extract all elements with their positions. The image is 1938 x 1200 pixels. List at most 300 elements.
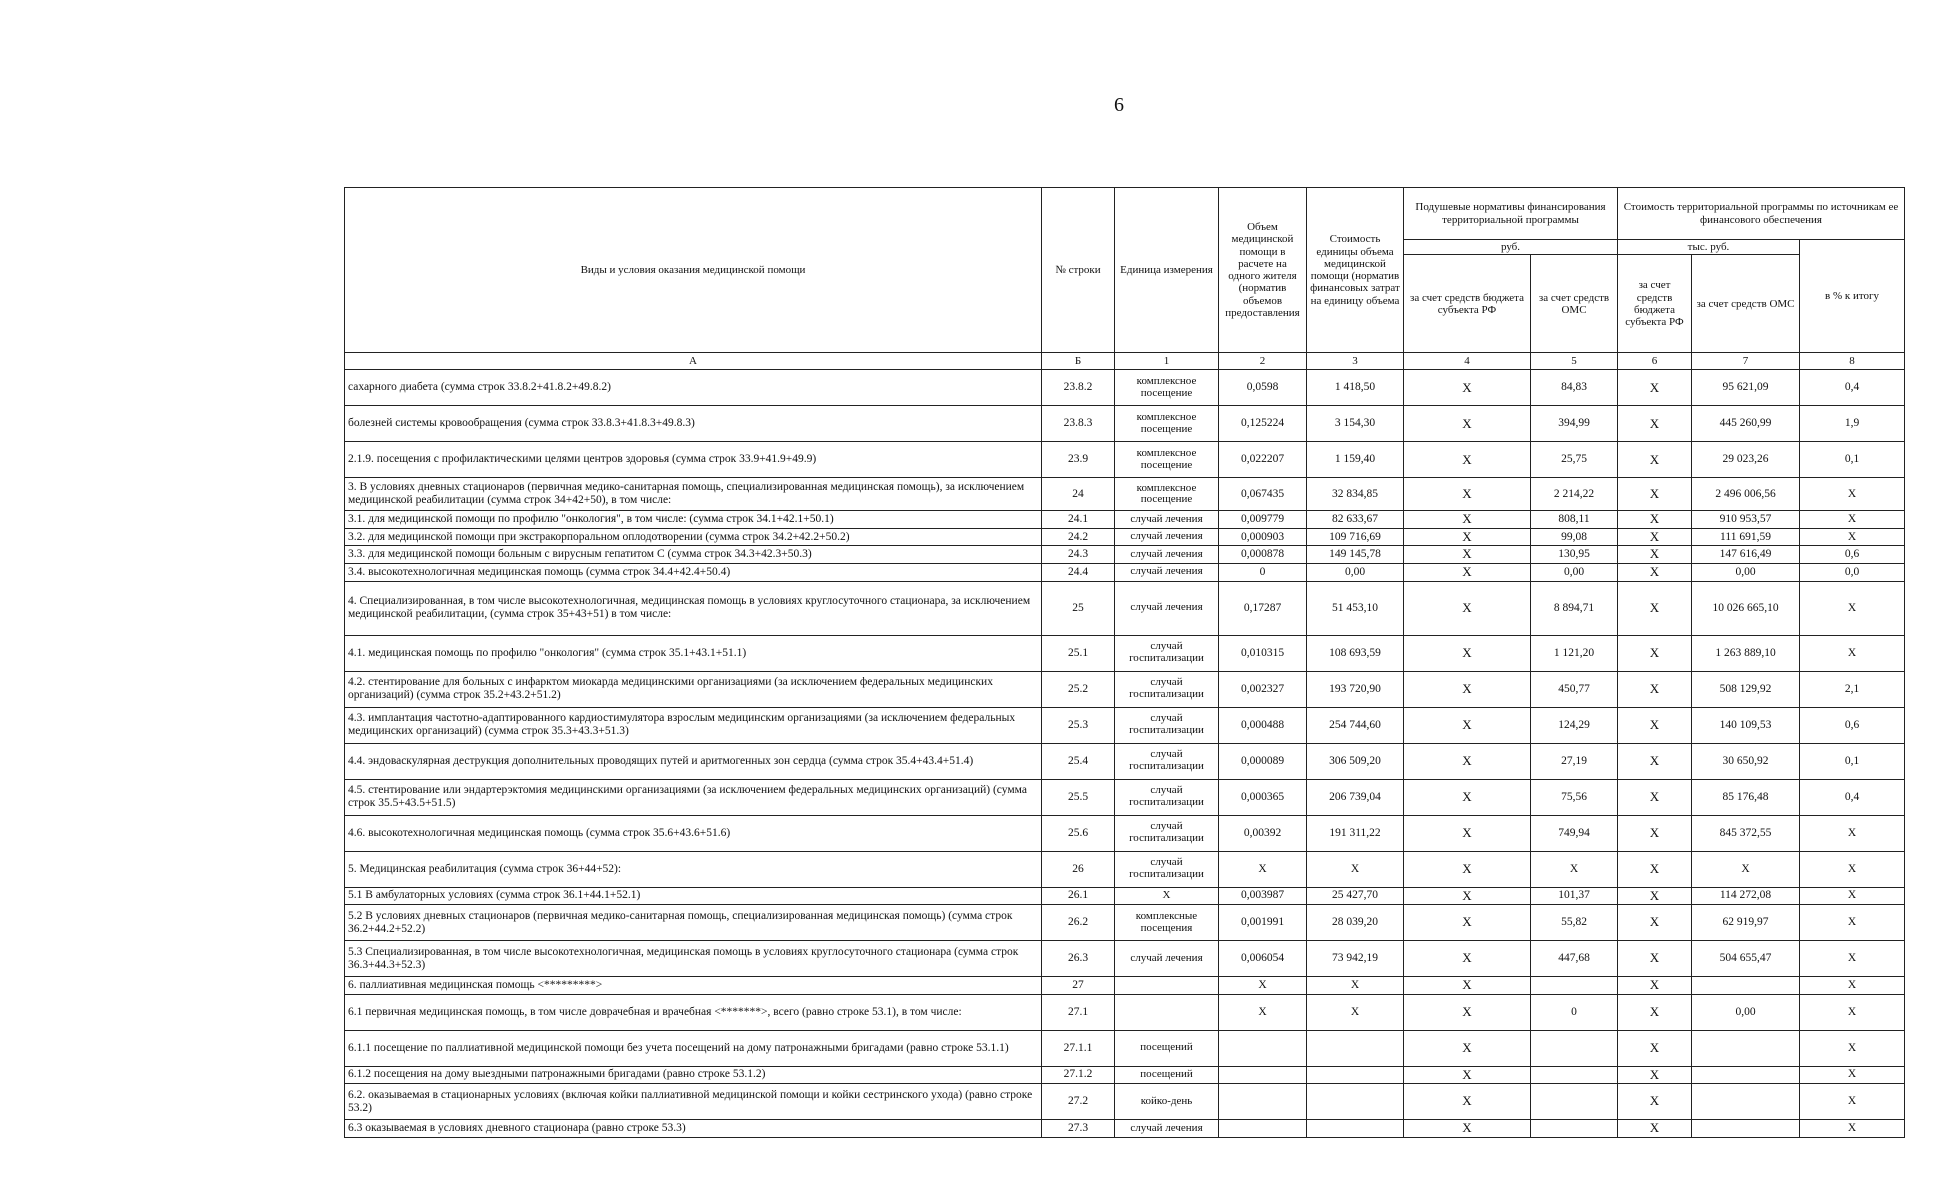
row-unit-cost: 82 633,67 <box>1307 511 1404 529</box>
row-number: 27.3 <box>1042 1120 1115 1138</box>
row-unit-cost: 109 716,69 <box>1307 528 1404 546</box>
row-percent: X <box>1800 1084 1905 1120</box>
row-oms-per-capita: 25,75 <box>1531 442 1618 478</box>
row-budget-per-capita: X <box>1404 406 1531 442</box>
row-percent: X <box>1800 941 1905 977</box>
row-unit-cost: 206 739,04 <box>1307 779 1404 815</box>
row-oms-per-capita: 0,00 <box>1531 563 1618 581</box>
row-budget-per-capita: X <box>1404 779 1531 815</box>
row-number: 25.5 <box>1042 779 1115 815</box>
row-unit: случай лечения <box>1115 941 1219 977</box>
row-budget-cost: X <box>1618 1120 1692 1138</box>
row-budget-per-capita: X <box>1404 994 1531 1030</box>
row-oms-per-capita: 124,29 <box>1531 707 1618 743</box>
row-oms-per-capita: 450,77 <box>1531 671 1618 707</box>
row-name: 4.6. высокотехнологичная медицинская помощь (сумма строк 35.6+43.6+51.6) <box>345 815 1042 851</box>
row-name: 3.1. для медицинской помощи по профилю "онкология", в том числе: (сумма строк 34.1+42.1+50.1) <box>345 511 1042 529</box>
header-kind: Виды и условия оказания медицинской помощи <box>345 188 1042 353</box>
row-oms-per-capita: 130,95 <box>1531 546 1618 564</box>
row-oms-per-capita <box>1531 1030 1618 1066</box>
row-number: 26.2 <box>1042 905 1115 941</box>
row-budget-per-capita: X <box>1404 743 1531 779</box>
row-unit-cost: 0,00 <box>1307 563 1404 581</box>
row-budget-cost: X <box>1618 1084 1692 1120</box>
page-number: 6 <box>1114 94 1124 116</box>
row-budget-cost: X <box>1618 511 1692 529</box>
header-unit-thousand-rub: тыс. руб. <box>1618 240 1800 255</box>
row-unit: случай госпитализации <box>1115 851 1219 887</box>
row-budget-per-capita: X <box>1404 563 1531 581</box>
row-oms-per-capita <box>1531 1066 1618 1084</box>
row-oms-per-capita: 99,08 <box>1531 528 1618 546</box>
row-unit-cost: 32 834,85 <box>1307 478 1404 511</box>
row-unit: случай госпитализации <box>1115 743 1219 779</box>
row-volume: 0,000089 <box>1219 743 1307 779</box>
row-oms-cost: 147 616,49 <box>1692 546 1800 564</box>
row-name: 3.2. для медицинской помощи при экстракорпоральном оплодотворении (сумма строк 34.2+42.2+50.2) <box>345 528 1042 546</box>
header-oms-cost: за счет средств ОМС <box>1692 255 1800 353</box>
row-percent: 0,0 <box>1800 563 1905 581</box>
table-row <box>345 851 1905 887</box>
row-unit: случай госпитализации <box>1115 635 1219 671</box>
row-name: 4. Специализированная, в том числе высокотехнологичная, медицинская помощь в условиях круглосуточного стационара, за исключением медицинской реабилитации, (сумма строк 35+43+51) в том числе: <box>345 581 1042 635</box>
row-number: 27.1.2 <box>1042 1066 1115 1084</box>
row-name: 4.1. медицинская помощь по профилю "онкология" (сумма строк 35.1+43.1+51.1) <box>345 635 1042 671</box>
row-budget-cost: X <box>1618 707 1692 743</box>
table-row <box>345 511 1905 529</box>
row-oms-per-capita <box>1531 1120 1618 1138</box>
row-volume: 0,006054 <box>1219 941 1307 977</box>
row-budget-cost: X <box>1618 815 1692 851</box>
row-percent: 0,4 <box>1800 779 1905 815</box>
row-percent: X <box>1800 887 1905 905</box>
row-oms-per-capita: 0 <box>1531 994 1618 1030</box>
table-row <box>345 370 1905 406</box>
row-budget-cost: X <box>1618 1030 1692 1066</box>
row-unit-cost: 3 154,30 <box>1307 406 1404 442</box>
row-name: 5.3 Специализированная, в том числе высокотехнологичная, медицинская помощь в условиях круглосуточного стационара (сумма строк 36.3+44.3+52.3) <box>345 941 1042 977</box>
table-row <box>345 563 1905 581</box>
row-oms-cost: 1 263 889,10 <box>1692 635 1800 671</box>
row-unit: случай госпитализации <box>1115 707 1219 743</box>
column-index: 8 <box>1800 353 1905 370</box>
row-unit: посещений <box>1115 1030 1219 1066</box>
row-oms-per-capita: 808,11 <box>1531 511 1618 529</box>
table-row <box>345 941 1905 977</box>
row-name: 4.2. стентирование для больных с инфарктом миокарда медицинскими организациями (за исключением федеральных медицинских организаций) (сумма строк 35.2+43.2+51.2) <box>345 671 1042 707</box>
row-unit-cost: 73 942,19 <box>1307 941 1404 977</box>
row-percent: 1,9 <box>1800 406 1905 442</box>
row-unit-cost: X <box>1307 994 1404 1030</box>
row-name: болезней системы кровообращения (сумма строк 33.8.3+41.8.3+49.8.3) <box>345 406 1042 442</box>
column-index: 6 <box>1618 353 1692 370</box>
row-unit: случай лечения <box>1115 511 1219 529</box>
row-unit-cost: 28 039,20 <box>1307 905 1404 941</box>
row-budget-cost: X <box>1618 851 1692 887</box>
row-percent: X <box>1800 478 1905 511</box>
row-name: 4.3. имплантация частотно-адаптированного кардиостимулятора взрослым медицинским организациями (за исключением федеральных медицинских организаций) (сумма строк 35.3+43.3+51.3) <box>345 707 1042 743</box>
row-budget-per-capita: X <box>1404 546 1531 564</box>
row-volume: 0 <box>1219 563 1307 581</box>
row-unit: случай лечения <box>1115 563 1219 581</box>
row-oms-per-capita: 27,19 <box>1531 743 1618 779</box>
header-unit-cost: Стоимость единицы объема медицинской помощи (норматив финансовых затрат на единицу объема <box>1307 188 1404 353</box>
row-budget-cost: X <box>1618 887 1692 905</box>
row-unit-cost <box>1307 1084 1404 1120</box>
header-unit-rub: руб. <box>1404 240 1618 255</box>
row-percent: X <box>1800 581 1905 635</box>
row-oms-cost: 95 621,09 <box>1692 370 1800 406</box>
row-oms-cost <box>1692 977 1800 995</box>
row-oms-cost: 30 650,92 <box>1692 743 1800 779</box>
row-unit-cost <box>1307 1030 1404 1066</box>
financing-table <box>344 187 1905 1138</box>
row-percent: 0,4 <box>1800 370 1905 406</box>
row-budget-per-capita: X <box>1404 581 1531 635</box>
row-unit: комплексное посещение <box>1115 478 1219 511</box>
column-index: 2 <box>1219 353 1307 370</box>
table-row <box>345 1120 1905 1138</box>
row-number: 27.1.1 <box>1042 1030 1115 1066</box>
row-percent: X <box>1800 1066 1905 1084</box>
row-number: 25.4 <box>1042 743 1115 779</box>
row-name: сахарного диабета (сумма строк 33.8.2+41.8.2+49.8.2) <box>345 370 1042 406</box>
row-name: 3.4. высокотехнологичная медицинская помощь (сумма строк 34.4+42.4+50.4) <box>345 563 1042 581</box>
table-row <box>345 1084 1905 1120</box>
row-volume: 0,17287 <box>1219 581 1307 635</box>
table-body <box>345 370 1905 1137</box>
row-budget-per-capita: X <box>1404 887 1531 905</box>
row-budget-per-capita: X <box>1404 671 1531 707</box>
row-budget-cost: X <box>1618 905 1692 941</box>
row-oms-per-capita: 55,82 <box>1531 905 1618 941</box>
header-percent: в % к итогу <box>1800 240 1905 353</box>
row-unit: комплексное посещение <box>1115 370 1219 406</box>
row-budget-per-capita: X <box>1404 1066 1531 1084</box>
row-volume <box>1219 1066 1307 1084</box>
row-unit-cost <box>1307 1120 1404 1138</box>
row-percent: X <box>1800 994 1905 1030</box>
row-percent: X <box>1800 511 1905 529</box>
table-row <box>345 887 1905 905</box>
row-budget-cost: X <box>1618 671 1692 707</box>
header-unit: Единица измерения <box>1115 188 1219 353</box>
row-number: 24 <box>1042 478 1115 511</box>
row-number: 24.4 <box>1042 563 1115 581</box>
row-oms-cost <box>1692 1084 1800 1120</box>
header-budget-per-capita: за счет средств бюджета субъекта РФ <box>1404 255 1531 353</box>
row-volume: 0,003987 <box>1219 887 1307 905</box>
row-budget-cost: X <box>1618 1066 1692 1084</box>
row-name: 6. паллиативная медицинская помощь <*********> <box>345 977 1042 995</box>
row-name: 6.1.2 посещения на дому выездными патронажными бригадами (равно строке 53.1.2) <box>345 1066 1042 1084</box>
row-budget-cost: X <box>1618 581 1692 635</box>
row-percent: X <box>1800 635 1905 671</box>
row-number: 23.8.2 <box>1042 370 1115 406</box>
row-unit: случай лечения <box>1115 546 1219 564</box>
row-name: 3.3. для медицинской помощи больным с вирусным гепатитом С (сумма строк 34.3+42.3+50.3) <box>345 546 1042 564</box>
row-volume: 0,010315 <box>1219 635 1307 671</box>
row-name: 5.1 В амбулаторных условиях (сумма строк 36.1+44.1+52.1) <box>345 887 1042 905</box>
row-number: 27.1 <box>1042 994 1115 1030</box>
row-number: 26 <box>1042 851 1115 887</box>
row-budget-per-capita: X <box>1404 941 1531 977</box>
header-oms-per-capita: за счет средств ОМС <box>1531 255 1618 353</box>
row-oms-per-capita <box>1531 977 1618 995</box>
row-budget-cost: X <box>1618 563 1692 581</box>
row-number: 25.6 <box>1042 815 1115 851</box>
row-budget-cost: X <box>1618 370 1692 406</box>
row-volume: X <box>1219 851 1307 887</box>
row-unit: комплексное посещение <box>1115 406 1219 442</box>
row-oms-cost: 504 655,47 <box>1692 941 1800 977</box>
header-row-number: № строки <box>1042 188 1115 353</box>
row-budget-per-capita: X <box>1404 851 1531 887</box>
row-number: 24.1 <box>1042 511 1115 529</box>
row-unit-cost: 1 159,40 <box>1307 442 1404 478</box>
row-volume: X <box>1219 994 1307 1030</box>
row-oms-per-capita: 1 121,20 <box>1531 635 1618 671</box>
row-unit <box>1115 994 1219 1030</box>
row-unit: случай госпитализации <box>1115 815 1219 851</box>
row-unit: X <box>1115 887 1219 905</box>
row-oms-cost: 62 919,97 <box>1692 905 1800 941</box>
row-volume: 0,0598 <box>1219 370 1307 406</box>
row-unit: случай госпитализации <box>1115 779 1219 815</box>
row-percent: 0,1 <box>1800 442 1905 478</box>
row-volume: 0,00392 <box>1219 815 1307 851</box>
row-volume: 0,001991 <box>1219 905 1307 941</box>
row-budget-cost: X <box>1618 406 1692 442</box>
row-budget-per-capita: X <box>1404 905 1531 941</box>
row-oms-per-capita: 447,68 <box>1531 941 1618 977</box>
row-unit-cost: 149 145,78 <box>1307 546 1404 564</box>
row-budget-cost: X <box>1618 743 1692 779</box>
row-budget-per-capita: X <box>1404 511 1531 529</box>
row-oms-per-capita: X <box>1531 851 1618 887</box>
row-oms-cost: 445 260,99 <box>1692 406 1800 442</box>
row-number: 23.9 <box>1042 442 1115 478</box>
column-index: А <box>345 353 1042 370</box>
row-unit-cost <box>1307 1066 1404 1084</box>
row-name: 3. В условиях дневных стационаров (первичная медико-санитарная помощь, специализированная медицинская помощь), за исключением медицинской реабилитации (сумма строк 34+42+50), в том числе: <box>345 478 1042 511</box>
table-row <box>345 546 1905 564</box>
row-volume: 0,022207 <box>1219 442 1307 478</box>
table-row <box>345 478 1905 511</box>
row-unit: койко-день <box>1115 1084 1219 1120</box>
row-percent: X <box>1800 905 1905 941</box>
row-name: 6.2. оказываемая в стационарных условиях (включая койки паллиативной медицинской помощи и койки сестринского ухода) (равно строке 53.2) <box>345 1084 1042 1120</box>
table-row <box>345 815 1905 851</box>
row-volume: 0,009779 <box>1219 511 1307 529</box>
row-oms-per-capita: 84,83 <box>1531 370 1618 406</box>
row-budget-per-capita: X <box>1404 528 1531 546</box>
row-percent: 2,1 <box>1800 671 1905 707</box>
row-percent: 0,6 <box>1800 546 1905 564</box>
row-budget-cost: X <box>1618 478 1692 511</box>
row-volume <box>1219 1120 1307 1138</box>
column-index: 3 <box>1307 353 1404 370</box>
table-row <box>345 707 1905 743</box>
row-number: 27.2 <box>1042 1084 1115 1120</box>
table-row <box>345 743 1905 779</box>
row-number: 25 <box>1042 581 1115 635</box>
row-budget-per-capita: X <box>1404 1120 1531 1138</box>
row-budget-cost: X <box>1618 546 1692 564</box>
row-budget-cost: X <box>1618 977 1692 995</box>
row-oms-per-capita: 2 214,22 <box>1531 478 1618 511</box>
row-unit-cost: 51 453,10 <box>1307 581 1404 635</box>
row-unit: случай лечения <box>1115 1120 1219 1138</box>
row-oms-cost: 845 372,55 <box>1692 815 1800 851</box>
row-name: 5. Медицинская реабилитация (сумма строк 36+44+52): <box>345 851 1042 887</box>
row-unit-cost: 306 509,20 <box>1307 743 1404 779</box>
row-name: 6.3 оказываемая в условиях дневного стационара (равно строке 53.3) <box>345 1120 1042 1138</box>
row-budget-per-capita: X <box>1404 1084 1531 1120</box>
row-unit-cost: 193 720,90 <box>1307 671 1404 707</box>
row-oms-cost: 85 176,48 <box>1692 779 1800 815</box>
row-budget-per-capita: X <box>1404 442 1531 478</box>
row-unit-cost: 25 427,70 <box>1307 887 1404 905</box>
row-budget-cost: X <box>1618 635 1692 671</box>
row-volume: 0,125224 <box>1219 406 1307 442</box>
row-oms-cost: 140 109,53 <box>1692 707 1800 743</box>
column-index: 7 <box>1692 353 1800 370</box>
row-unit: комплексное посещение <box>1115 442 1219 478</box>
row-oms-cost: 10 026 665,10 <box>1692 581 1800 635</box>
row-percent: 0,6 <box>1800 707 1905 743</box>
row-oms-cost: 114 272,08 <box>1692 887 1800 905</box>
row-unit-cost: 108 693,59 <box>1307 635 1404 671</box>
header-per-capita: Подушевые нормативы финансирования территориальной программы <box>1404 188 1618 240</box>
row-number: 27 <box>1042 977 1115 995</box>
row-unit-cost: X <box>1307 977 1404 995</box>
row-oms-per-capita: 75,56 <box>1531 779 1618 815</box>
table-row <box>345 977 1905 995</box>
row-name: 2.1.9. посещения с профилактическими целями центров здоровья (сумма строк 33.9+41.9+49.9) <box>345 442 1042 478</box>
column-index: 5 <box>1531 353 1618 370</box>
header-volume: Объем медицинской помощи в расчете на одного жителя (норматив объемов предоставления <box>1219 188 1307 353</box>
row-percent: X <box>1800 528 1905 546</box>
row-budget-cost: X <box>1618 442 1692 478</box>
row-volume: 0,000488 <box>1219 707 1307 743</box>
row-oms-cost: 2 496 006,56 <box>1692 478 1800 511</box>
row-name: 6.1 первичная медицинская помощь, в том числе доврачебная и врачебная <*******>, всего (равно строке 53.1), в том числе: <box>345 994 1042 1030</box>
table-row <box>345 1030 1905 1066</box>
row-unit: посещений <box>1115 1066 1219 1084</box>
row-unit-cost: X <box>1307 851 1404 887</box>
row-oms-cost: 910 953,57 <box>1692 511 1800 529</box>
column-index-row <box>345 353 1905 370</box>
row-volume: 0,002327 <box>1219 671 1307 707</box>
row-budget-per-capita: X <box>1404 707 1531 743</box>
table-row <box>345 779 1905 815</box>
row-name: 4.5. стентирование или эндартерэктомия медицинскими организациями (за исключением федеральных медицинских организаций) (сумма строк 35.5+43.5+51.5) <box>345 779 1042 815</box>
row-oms-cost: 508 129,92 <box>1692 671 1800 707</box>
row-oms-cost <box>1692 1120 1800 1138</box>
row-volume: X <box>1219 977 1307 995</box>
table-row <box>345 442 1905 478</box>
table-row <box>345 994 1905 1030</box>
row-percent: X <box>1800 1120 1905 1138</box>
row-name: 4.4. эндоваскулярная деструкция дополнительных проводящих путей и аритмогенных зон сердца (сумма строк 35.4+43.4+51.4) <box>345 743 1042 779</box>
header-budget-cost: за счет средств бюджета субъекта РФ <box>1618 255 1692 353</box>
row-number: 25.1 <box>1042 635 1115 671</box>
row-number: 24.2 <box>1042 528 1115 546</box>
row-oms-per-capita <box>1531 1084 1618 1120</box>
row-budget-per-capita: X <box>1404 815 1531 851</box>
row-unit <box>1115 977 1219 995</box>
row-budget-cost: X <box>1618 941 1692 977</box>
row-budget-cost: X <box>1618 528 1692 546</box>
row-unit-cost: 191 311,22 <box>1307 815 1404 851</box>
row-volume <box>1219 1030 1307 1066</box>
column-index: Б <box>1042 353 1115 370</box>
table-row <box>345 905 1905 941</box>
row-percent: X <box>1800 851 1905 887</box>
row-oms-per-capita: 749,94 <box>1531 815 1618 851</box>
header-program-cost: Стоимость территориальной программы по источникам ее финансового обеспечения <box>1618 188 1905 240</box>
column-index: 1 <box>1115 353 1219 370</box>
row-volume: 0,000903 <box>1219 528 1307 546</box>
row-unit-cost: 254 744,60 <box>1307 707 1404 743</box>
row-percent: X <box>1800 977 1905 995</box>
row-number: 24.3 <box>1042 546 1115 564</box>
row-percent: X <box>1800 815 1905 851</box>
row-volume <box>1219 1084 1307 1120</box>
row-unit: случай госпитализации <box>1115 671 1219 707</box>
row-budget-per-capita: X <box>1404 478 1531 511</box>
row-name: 6.1.1 посещение по паллиативной медицинской помощи без учета посещений на дому патронажными бригадами (равно строке 53.1.1) <box>345 1030 1042 1066</box>
row-volume: 0,067435 <box>1219 478 1307 511</box>
row-unit-cost: 1 418,50 <box>1307 370 1404 406</box>
row-unit: случай лечения <box>1115 581 1219 635</box>
row-oms-cost: 0,00 <box>1692 994 1800 1030</box>
row-budget-per-capita: X <box>1404 1030 1531 1066</box>
table-row <box>345 671 1905 707</box>
table-row <box>345 1066 1905 1084</box>
table-row <box>345 635 1905 671</box>
row-volume: 0,000365 <box>1219 779 1307 815</box>
table-row <box>345 406 1905 442</box>
row-unit: комплексные посещения <box>1115 905 1219 941</box>
row-volume: 0,000878 <box>1219 546 1307 564</box>
row-percent: 0,1 <box>1800 743 1905 779</box>
row-oms-per-capita: 394,99 <box>1531 406 1618 442</box>
row-name: 5.2 В условиях дневных стационаров (первичная медико-санитарная помощь, специализированная медицинская помощь) (сумма строк 36.2+44.2+52.2) <box>345 905 1042 941</box>
row-budget-per-capita: X <box>1404 635 1531 671</box>
row-oms-cost: 0,00 <box>1692 563 1800 581</box>
row-oms-cost: 111 691,59 <box>1692 528 1800 546</box>
row-oms-cost <box>1692 1066 1800 1084</box>
table-row <box>345 528 1905 546</box>
row-number: 26.3 <box>1042 941 1115 977</box>
row-budget-cost: X <box>1618 994 1692 1030</box>
row-oms-per-capita: 101,37 <box>1531 887 1618 905</box>
table-row <box>345 581 1905 635</box>
row-unit: случай лечения <box>1115 528 1219 546</box>
row-oms-cost: X <box>1692 851 1800 887</box>
column-index: 4 <box>1404 353 1531 370</box>
row-budget-cost: X <box>1618 779 1692 815</box>
row-oms-cost: 29 023,26 <box>1692 442 1800 478</box>
row-number: 25.2 <box>1042 671 1115 707</box>
row-number: 25.3 <box>1042 707 1115 743</box>
row-number: 23.8.3 <box>1042 406 1115 442</box>
row-budget-per-capita: X <box>1404 977 1531 995</box>
row-budget-per-capita: X <box>1404 370 1531 406</box>
row-percent: X <box>1800 1030 1905 1066</box>
